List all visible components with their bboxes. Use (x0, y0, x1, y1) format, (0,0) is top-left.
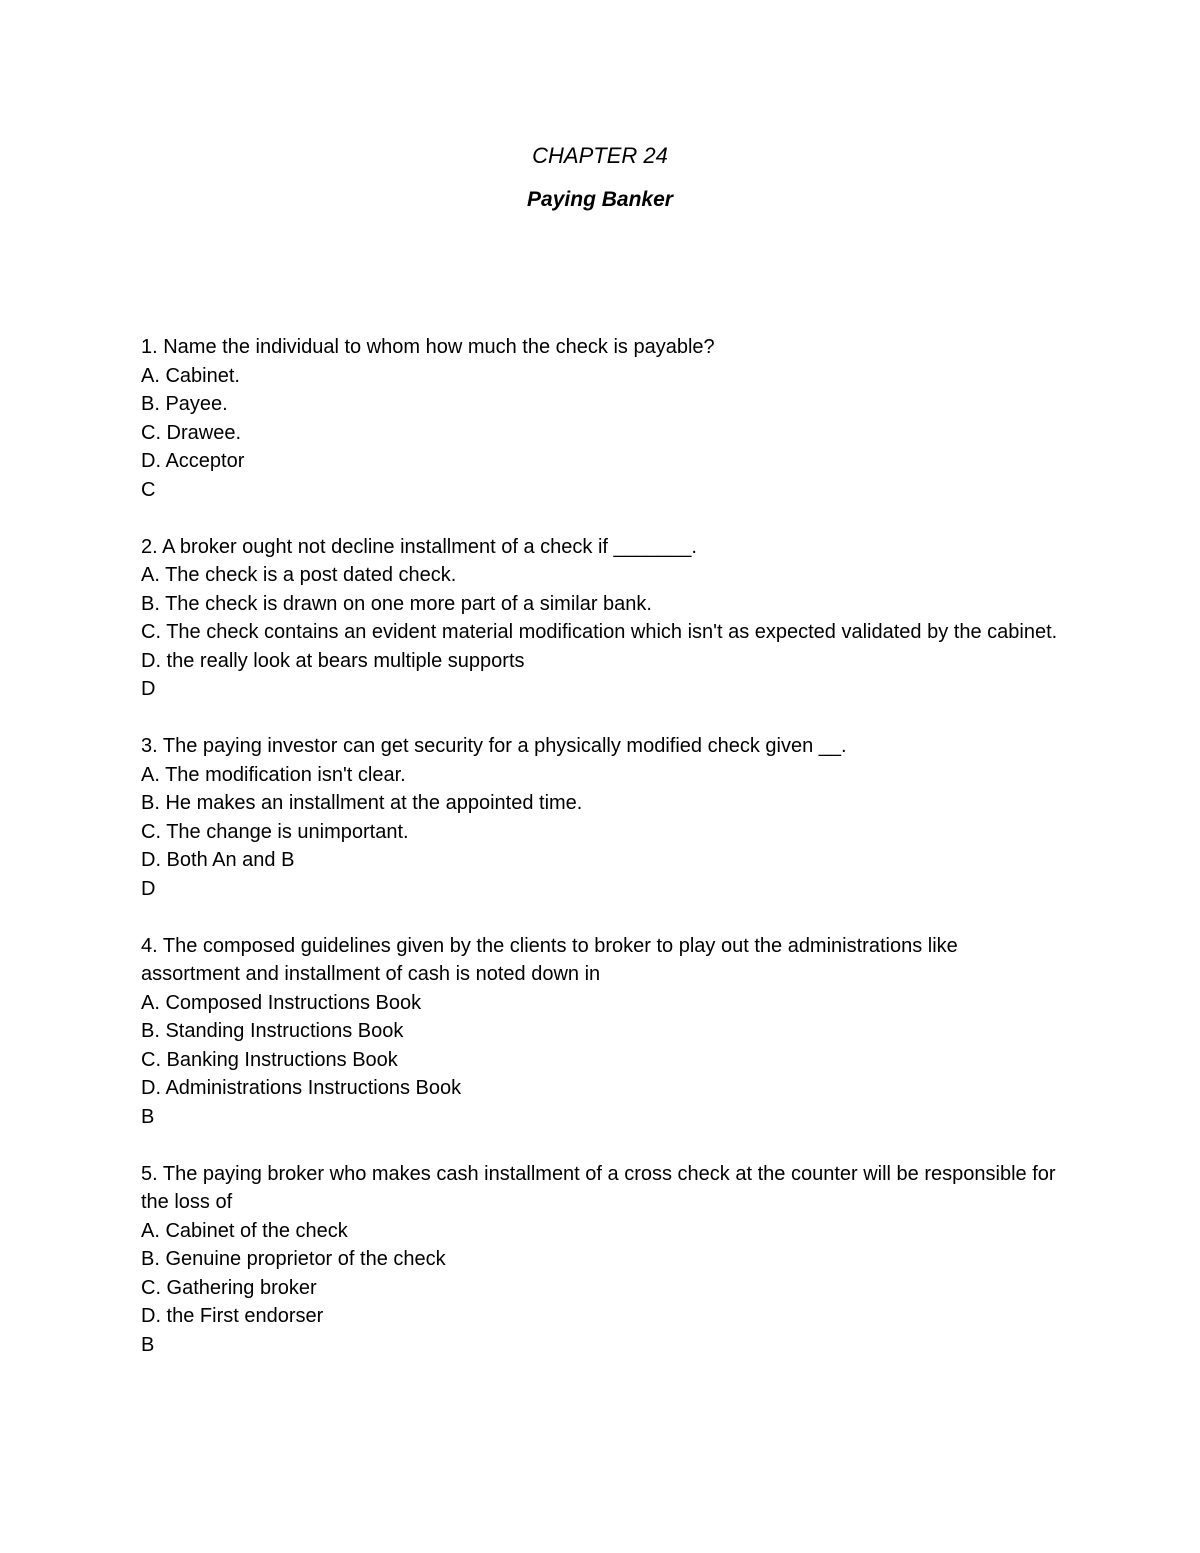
option-b: B. The check is drawn on one more part of a similar bank. (141, 592, 652, 615)
option-c: C. The check contains an evident material modification which isn't as expected validated by the cabinet. (141, 621, 1058, 643)
chapter-header (0, 138, 1200, 218)
question-5 (141, 1160, 1061, 1360)
question-prompt: 3. The paying investor can get security for a physically modified check given __. (141, 735, 847, 757)
question-3 (141, 732, 1061, 903)
option-b: B. He makes an installment at the appointed time. (141, 792, 583, 814)
option-a: A. The check is a post dated check. (141, 564, 457, 586)
answer: D (141, 877, 156, 900)
option-a: A. The modification isn't clear. (141, 763, 406, 786)
answer: D (141, 678, 156, 700)
option-b: B. Standing Instructions Book (141, 1020, 404, 1042)
answer: B (141, 1333, 155, 1356)
option-c: C. Banking Instructions Book (141, 1048, 398, 1071)
question-prompt: 1. Name the individual to whom how much the check is payable? (141, 336, 715, 358)
option-d: D. the First endorser (141, 1305, 324, 1327)
question-prompt: 5. The paying broker who makes cash installment of a cross check at the counter will be responsible for the loss of (141, 1162, 1056, 1213)
question-4 (141, 932, 1061, 1132)
option-d: D. Both An and B (141, 849, 295, 871)
option-b: B. Payee. (141, 393, 228, 415)
option-c: C. Gathering broker (141, 1276, 317, 1299)
option-a: A. Cabinet of the check (141, 1219, 348, 1242)
option-c: C. The change is unimportant. (141, 820, 409, 843)
question-prompt: 4. The composed guidelines given by the clients to broker to play out the administrations like assortment and installment of cash is noted down in (141, 934, 958, 985)
option-a: A. Composed Instructions Book (141, 991, 422, 1014)
option-d: D. the really look at bears multiple supports (141, 649, 525, 672)
question-1 (141, 333, 1061, 504)
option-b: B. Genuine proprietor of the check (141, 1248, 446, 1270)
question-list (141, 333, 1061, 1388)
option-c: C. Drawee. (141, 421, 242, 444)
option-d: D. Administrations Instructions Book (141, 1077, 462, 1099)
option-d: D. Acceptor (141, 450, 245, 472)
answer: C (141, 478, 156, 501)
option-a: A. Cabinet. (141, 364, 240, 387)
question-prompt: 2. A broker ought not decline installment of a check if _______. (141, 535, 697, 558)
chapter-title: CHAPTER 24 (532, 143, 668, 168)
answer: B (141, 1105, 155, 1128)
chapter-subtitle: Paying Banker (527, 188, 673, 211)
question-2 (141, 533, 1061, 704)
